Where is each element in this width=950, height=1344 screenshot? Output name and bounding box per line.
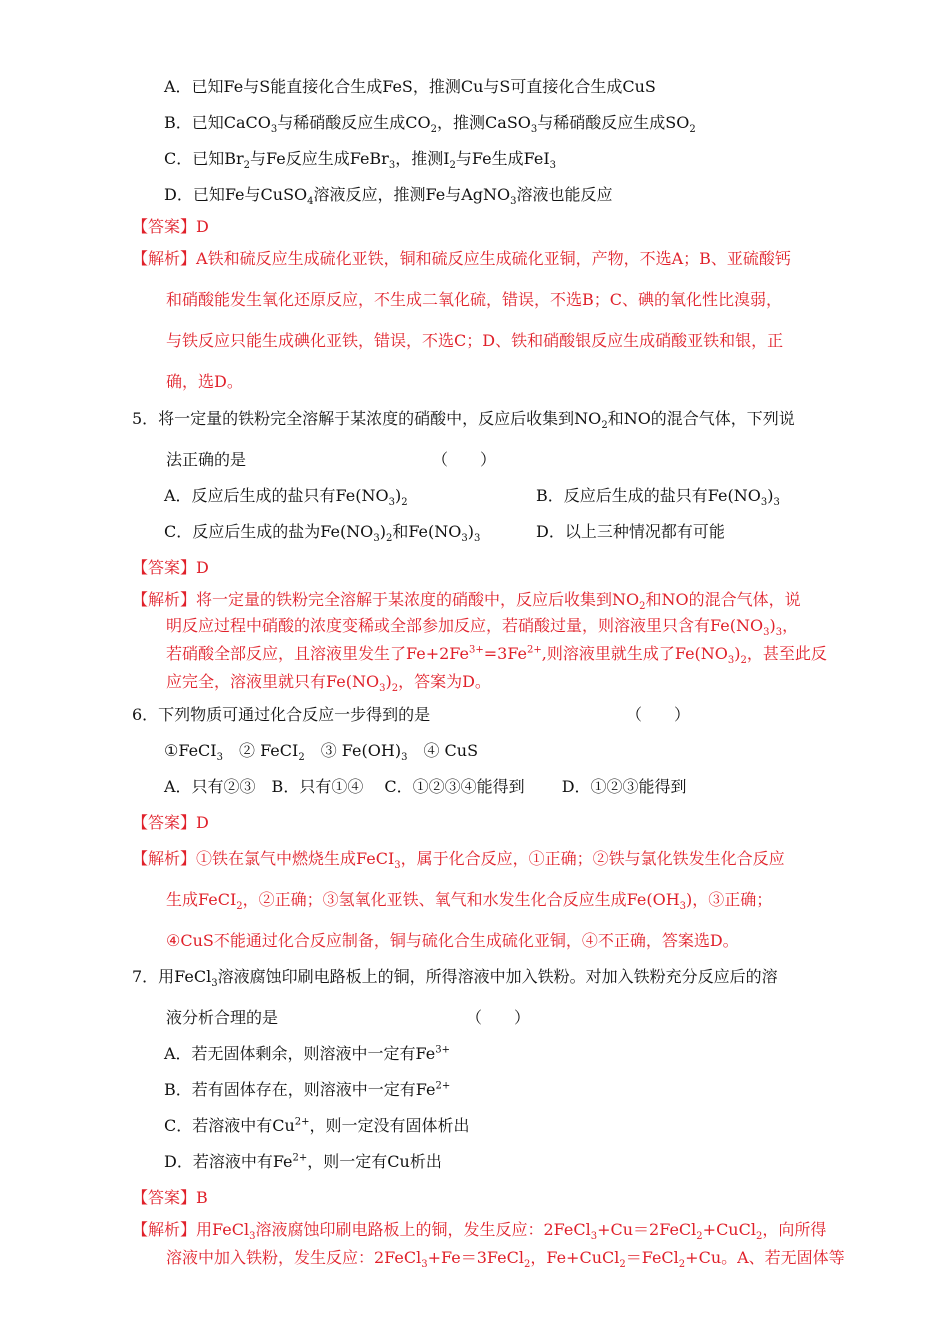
q7-answer: 【答案】B	[132, 1188, 208, 1207]
q5-stem-line-2: 法正确的是	[166, 450, 247, 469]
q4-option-a: A．已知Fe与S能直接化合生成FeS，推测Cu与S可直接化合生成CuS	[164, 77, 656, 96]
q5-analysis-line-2: 明反应过程中硝酸的浓度变稀或全部参加反应，若硝酸过量，则溶液里只含有$Fe(NO_3)_3$，	[166, 616, 799, 639]
q4-option-b: B．已知CaCO$_3$与稀硝酸反应生成$CO_2$，推测CaSO$_3$与稀硝酸反应生成$SO_2$	[164, 113, 696, 136]
q6-answer-paren: （ ）	[626, 705, 691, 724]
q7-option-a: A．若无固体剩余，则溶液中一定有$Fe^{3+}$	[164, 1044, 451, 1063]
q6-answer: 【答案】D	[132, 813, 209, 832]
q5-option-d: D．以上三种情况都有可能	[536, 522, 725, 541]
q4-analysis-line-2: 和硝酸能发生氧化还原反应，不生成二氧化硫，错误，不选B；C、碘的氧化性比溴弱，	[166, 290, 783, 309]
q7-option-c: C．若溶液中有$Cu^{2+}$，则一定没有固体析出	[164, 1116, 470, 1135]
q7-option-d: D．若溶液中有$Fe^{2+}$，则一定有Cu析出	[164, 1152, 442, 1171]
q5-option-c: C．反应后生成的盐为$Fe(NO_3)_2$和$Fe(NO_3)_3$	[164, 522, 481, 545]
q7-option-b: B．若有固体存在，则溶液中一定有$Fe^{2+}$	[164, 1080, 451, 1099]
q6-analysis-line-2: 生成FeCI$_2$，②正确；③氢氧化亚铁、氧气和水发生化合反应生成$Fe(OH_3)$，③正确；	[166, 890, 773, 913]
q5-answer: 【答案】D	[132, 558, 209, 577]
q4-analysis-line-1: 【解析】A铁和硫反应生成硫化亚铁，铜和硫反应生成硫化亚铜，产物，不选A；B、亚硫酸钙	[132, 249, 791, 268]
q7-answer-paren: （ ）	[466, 1008, 531, 1027]
q5-analysis-line-1: 【解析】将一定量的铁粉完全溶解于某浓度的硝酸中，反应后收集到$NO_2$和NO的混合气体，说	[132, 590, 801, 613]
q4-option-c: C．已知$Br_2$与Fe反应生成FeBr$_3$，推测$I_2$与Fe生成FeI$_3$	[164, 149, 557, 172]
q6-analysis-line-1: 【解析】①铁在氯气中燃烧生成FeCI$_3$，属于化合反应，①正确；②铁与氯化铁发生化合反应	[132, 849, 785, 872]
q4-analysis-line-3: 与铁反应只能生成碘化亚铁，错误，不选C；D、铁和硝酸银反应生成硝酸亚铁和银，正	[166, 331, 784, 350]
q6-items: ①FeCI$_3$ ② FeCI$_2$ ③ $Fe(OH)_3$ ④ CuS	[164, 741, 479, 764]
q6-options: A．只有②③ B．只有①④ C．①②③④能得到 D．①②③能得到	[164, 777, 687, 796]
q5-answer-paren: （ ）	[432, 450, 497, 469]
q6-analysis-line-3: ④CuS不能通过化合反应制备，铜与硫化合生成硫化亚铜，④不正确，答案选D。	[166, 931, 739, 950]
q5-analysis-line-3: 若硝酸全部反应，且溶液里发生了$Fe+2Fe^{3+}=3Fe^{2+}$,则溶液里就生成了$Fe(NO_3)_2$，甚至此反	[166, 644, 827, 667]
q7-analysis-line-1: 【解析】用FeCl$_3$溶液腐蚀印刷电路板上的铜，发生反应：2FeCl$_3$+Cu＝2FeCl$_2$+CuCl$_2$，向所得	[132, 1220, 827, 1243]
q7-stem-line-1: 7．用FeCl$_3$溶液腐蚀印刷电路板上的铜，所得溶液中加入铁粉。对加入铁粉充分反应后的溶	[132, 967, 778, 990]
q5-analysis-line-4: 应完全，溶液里就只有$Fe(NO_3)_2$，答案为D。	[166, 672, 491, 695]
q6-stem: 6．下列物质可通过化合反应一步得到的是	[132, 705, 431, 724]
q5-stem-line-1: 5．将一定量的铁粉完全溶解于某浓度的硝酸中，反应后收集到$NO_2$和NO的混合气体，下列说	[132, 409, 795, 432]
q5-option-b: B．反应后生成的盐只有$Fe(NO_3)_3$	[536, 486, 780, 509]
q7-analysis-line-2: 溶液中加入铁粉，发生反应：2FeCl$_3$+Fe＝3FeCl$_2$，Fe+CuCl$_2$＝FeCl$_2$+Cu。A、若无固体等	[166, 1248, 845, 1271]
q7-stem-line-2: 液分析合理的是	[166, 1008, 279, 1027]
q4-answer: 【答案】D	[132, 217, 209, 236]
q4-option-d: D．已知Fe与CuSO$_4$溶液反应，推测Fe与AgNO$_3$溶液也能反应	[164, 185, 613, 208]
q4-analysis-line-4: 确，选D。	[166, 372, 243, 391]
q5-option-a: A．反应后生成的盐只有$Fe(NO_3)_2$	[164, 486, 408, 509]
